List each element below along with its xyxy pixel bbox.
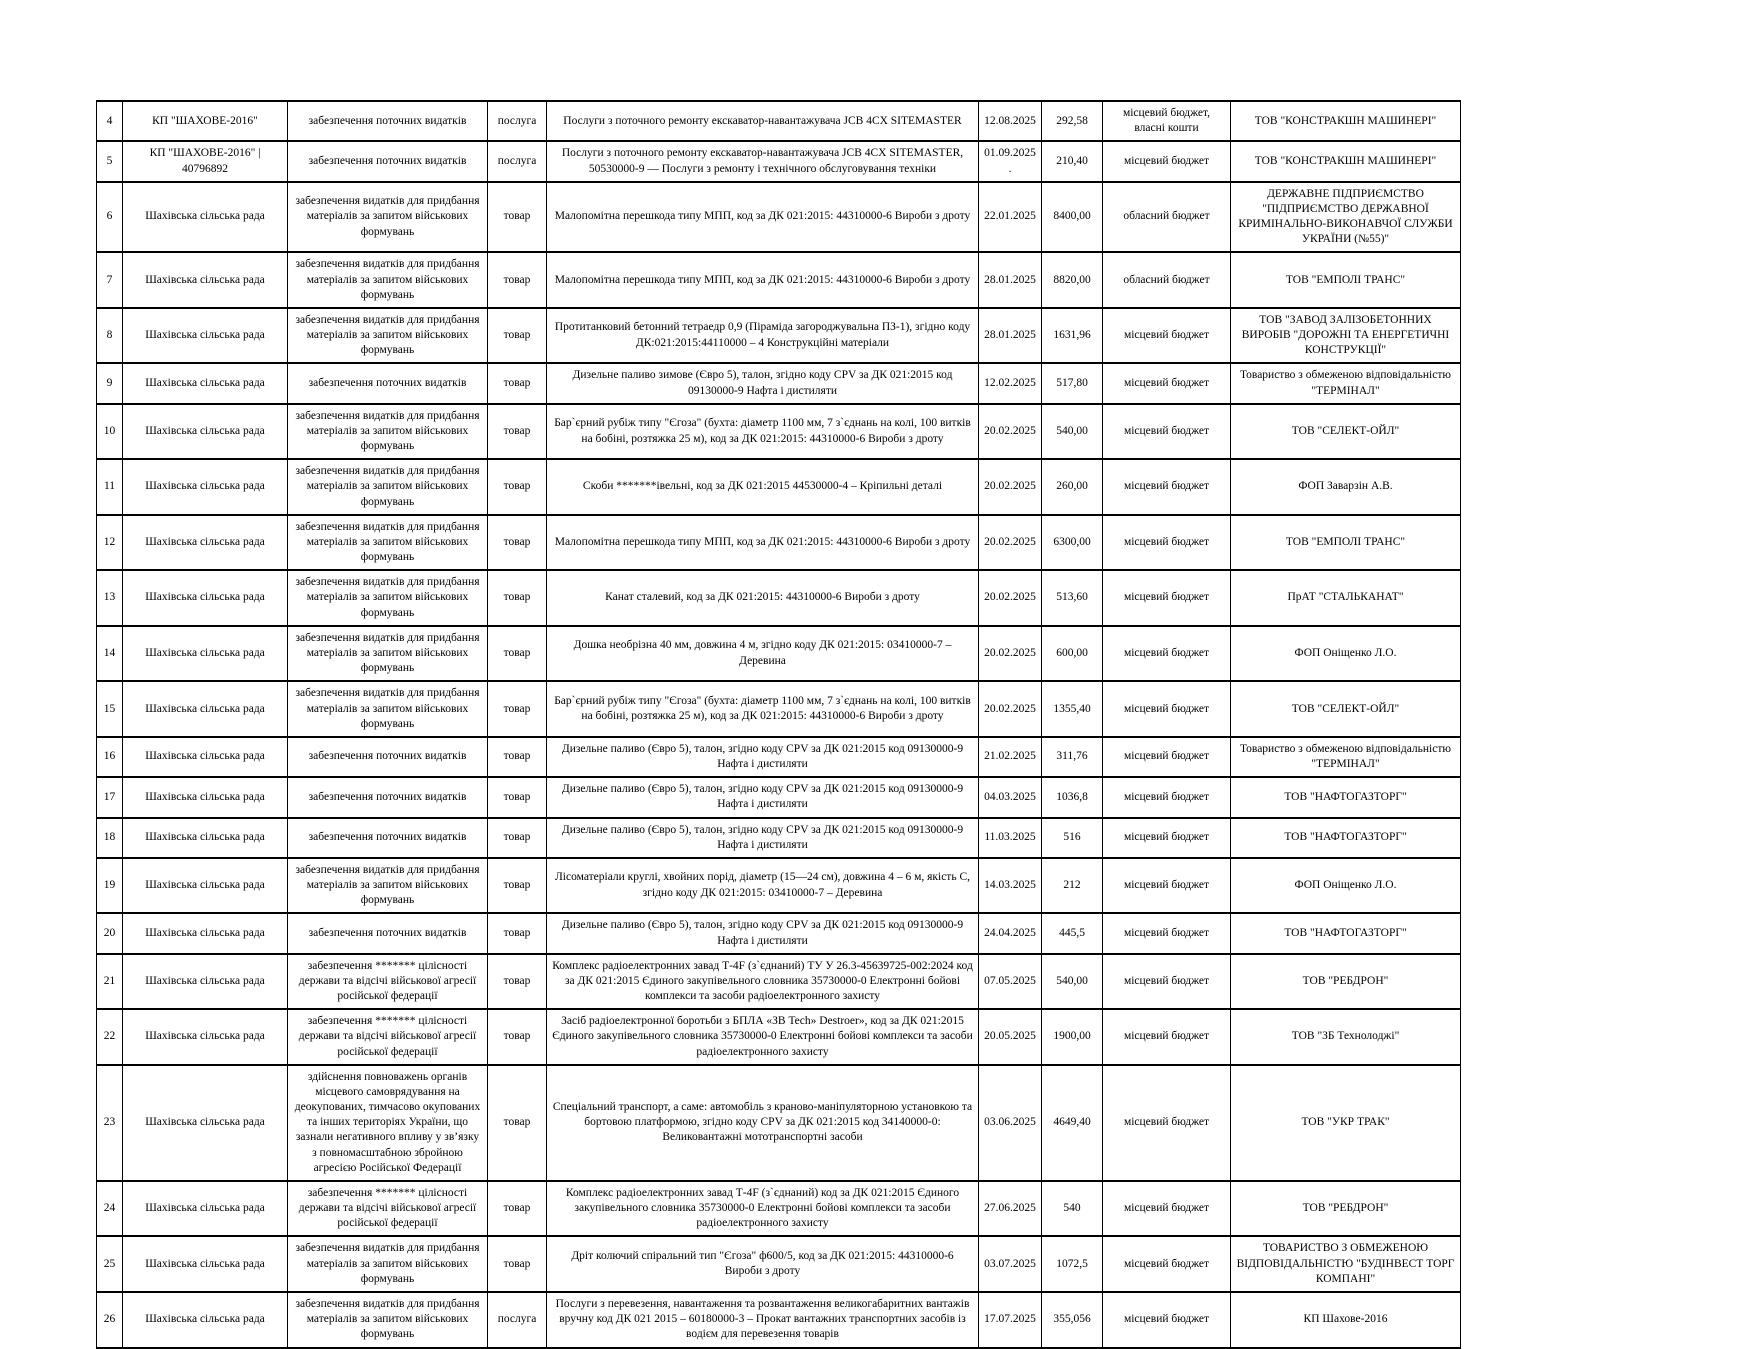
cell-num: 19 — [97, 858, 123, 914]
cell-amount: 445,5 — [1042, 913, 1103, 953]
cell-type: товар — [488, 954, 547, 1010]
cell-date: 03.06.2025 — [979, 1065, 1042, 1181]
cell-type: товар — [488, 913, 547, 953]
cell-type: товар — [488, 1065, 547, 1181]
cell-type: товар — [488, 308, 547, 364]
cell-supplier: ТОВ "СЕЛЕКТ-ОЙЛ" — [1231, 681, 1461, 737]
cell-budget: місцевий бюджет — [1103, 818, 1231, 858]
cell-supplier: ТОВ "КОНСТРАКШН МАШИНЕРІ" — [1231, 101, 1461, 141]
cell-purpose: забезпечення поточних видатків — [288, 363, 488, 403]
cell-date: 17.07.2025 — [979, 1292, 1042, 1348]
cell-name: Шахівська сільська рада — [123, 913, 288, 953]
cell-date: 20.02.2025 — [979, 570, 1042, 626]
cell-supplier: ТОВАРИСТВО З ОБМЕЖЕНОЮ ВІДПОВІДАЛЬНІСТЮ "БУДІНВЕСТ ТОРГ КОМПАНІ" — [1231, 1236, 1461, 1292]
cell-type: послуга — [488, 101, 547, 141]
table-row — [97, 252, 1461, 308]
cell-supplier: ТОВ "ЕМПОЛІ ТРАНС" — [1231, 252, 1461, 308]
table-row — [97, 459, 1461, 515]
cell-type: товар — [488, 1009, 547, 1065]
cell-amount: 210,40 — [1042, 141, 1103, 181]
cell-description: Послуги з поточного ремонту екскаватор-навантажувача JCB 4CX SITEMASTER, 50530000-9 — Послуги з ремонту і технічного обслуговування техніки — [547, 141, 979, 181]
cell-supplier: Товариство з обмеженою відповідальністю "ТЕРМІНАЛ" — [1231, 363, 1461, 403]
cell-type: товар — [488, 252, 547, 308]
cell-purpose: забезпечення видатків для придбання матеріалів за запитом військових формувань — [288, 459, 488, 515]
cell-purpose: забезпечення видатків для придбання матеріалів за запитом військових формувань — [288, 252, 488, 308]
cell-date: 20.02.2025 — [979, 459, 1042, 515]
cell-name: Шахівська сільська рада — [123, 459, 288, 515]
cell-type: послуга — [488, 141, 547, 181]
cell-description: Комплекс радіоелектронних завад Т-4F (з`єднаний) ТУ У 26.3-45639725-002:2024 код за ДК 021:2015 Єдиного закупівельного словника 35730000-0 Електронні бойові комплекси та засоби радіоелектронного захисту — [547, 954, 979, 1010]
cell-num: 16 — [97, 737, 123, 777]
cell-budget: обласний бюджет — [1103, 252, 1231, 308]
cell-description: Бар`єрний рубіж типу "Єгоза" (бухта: діаметр 1100 мм, 7 з`єднань на колі, 100 витків на бобіні, розтяжка 25 м), код за ДК 021:2015: 44310000-6 Вироби з дроту — [547, 681, 979, 737]
cell-description: Дизельне паливо (Євро 5), талон, згідно коду CPV за ДК 021:2015 код 09130000-9 Нафта і дистиляти — [547, 737, 979, 777]
cell-num: 7 — [97, 252, 123, 308]
cell-purpose: забезпечення ******* цілісності держави та відсічі військової агресії російської федерації — [288, 1009, 488, 1065]
cell-description: Малопомітна перешкода типу МПП, код за ДК 021:2015: 44310000-6 Вироби з дроту — [547, 515, 979, 571]
cell-supplier: ДЕРЖАВНЕ ПІДПРИЄМСТВО "ПІДПРИЄМСТВО ДЕРЖАВНОЇ КРИМІНАЛЬНО-ВИКОНАВЧОЇ СЛУЖБИ УКРАЇНИ (№55)" — [1231, 182, 1461, 253]
cell-num: 9 — [97, 363, 123, 403]
cell-num: 6 — [97, 182, 123, 253]
cell-budget: місцевий бюджет — [1103, 1236, 1231, 1292]
cell-supplier: ПрАТ "СТАЛЬКАНАТ" — [1231, 570, 1461, 626]
cell-purpose: забезпечення видатків для придбання матеріалів за запитом військових формувань — [288, 1236, 488, 1292]
cell-name: Шахівська сільська рада — [123, 308, 288, 364]
table-row — [97, 308, 1461, 364]
cell-budget: місцевий бюджет — [1103, 681, 1231, 737]
cell-supplier: ТОВ "ЕМПОЛІ ТРАНС" — [1231, 515, 1461, 571]
cell-type: товар — [488, 1181, 547, 1237]
cell-date: 12.02.2025 — [979, 363, 1042, 403]
table-row — [97, 515, 1461, 571]
cell-amount: 260,00 — [1042, 459, 1103, 515]
cell-name: КП "ШАХОВЕ-2016" | 40796892 — [123, 141, 288, 181]
cell-type: товар — [488, 858, 547, 914]
table-row — [97, 570, 1461, 626]
cell-budget: місцевий бюджет — [1103, 626, 1231, 682]
cell-name: Шахівська сільська рада — [123, 182, 288, 253]
cell-name: Шахівська сільська рада — [123, 1065, 288, 1181]
cell-amount: 1355,40 — [1042, 681, 1103, 737]
cell-num: 15 — [97, 681, 123, 737]
cell-date: 14.03.2025 — [979, 858, 1042, 914]
cell-name: Шахівська сільська рада — [123, 404, 288, 460]
cell-num: 24 — [97, 1181, 123, 1237]
cell-description: Протитанковий бетонний тетраедр 0,9 (Піраміда загороджувальна ПЗ-1), згідно коду ДК:021:2015:44110000 – 4 Конструкційні матеріали — [547, 308, 979, 364]
cell-amount: 540,00 — [1042, 404, 1103, 460]
cell-budget: місцевий бюджет — [1103, 954, 1231, 1010]
table-row — [97, 1236, 1461, 1292]
cell-purpose: забезпечення ******* цілісності держави та відсічі військової агресії російської федерації — [288, 1181, 488, 1237]
cell-name: Шахівська сільська рада — [123, 954, 288, 1010]
table-row — [97, 913, 1461, 953]
cell-description: Канат сталевий, код за ДК 021:2015: 44310000-6 Вироби з дроту — [547, 570, 979, 626]
cell-budget: місцевий бюджет — [1103, 913, 1231, 953]
table-row — [97, 101, 1461, 141]
cell-num: 21 — [97, 954, 123, 1010]
cell-num: 20 — [97, 913, 123, 953]
cell-budget: місцевий бюджет — [1103, 1181, 1231, 1237]
cell-amount: 6300,00 — [1042, 515, 1103, 571]
cell-supplier: ФОП Оніщенко Л.О. — [1231, 626, 1461, 682]
cell-description: Малопомітна перешкода типу МПП, код за ДК 021:2015: 44310000-6 Вироби з дроту — [547, 182, 979, 253]
cell-purpose: забезпечення поточних видатків — [288, 141, 488, 181]
cell-amount: 1072,5 — [1042, 1236, 1103, 1292]
cell-type: товар — [488, 777, 547, 817]
cell-name: Шахівська сільська рада — [123, 515, 288, 571]
cell-description: Дизельне паливо (Євро 5), талон, згідно коду CPV за ДК 021:2015 код 09130000-9 Нафта і дистиляти — [547, 913, 979, 953]
table-row — [97, 1181, 1461, 1237]
cell-date: 12.08.2025 — [979, 101, 1042, 141]
cell-num: 26 — [97, 1292, 123, 1348]
cell-purpose: забезпечення поточних видатків — [288, 913, 488, 953]
cell-description: Засіб радіоелектронної боротьби з БПЛА «ЗВ Tech» Destroer», код за ДК 021:2015 Єдиного закупівельного словника 35730000-0 Електронні бойові комплекси та засоби радіоелектронного захисту — [547, 1009, 979, 1065]
cell-num: 17 — [97, 777, 123, 817]
cell-description: Послуги з поточного ремонту екскаватор-навантажувача JCB 4CX SITEMASTER — [547, 101, 979, 141]
cell-description: Комплекс радіоелектронних завад Т-4F (з`єднаний) код за ДК 021:2015 Єдиного закупівельного словника 35730000-0 Електронні бойові комплекси та засоби радіоелектронного захисту — [547, 1181, 979, 1237]
cell-budget: місцевий бюджет — [1103, 737, 1231, 777]
cell-budget: місцевий бюджет, власні кошти — [1103, 101, 1231, 141]
cell-supplier: ТОВ "КОНСТРАКШН МАШИНЕРІ" — [1231, 141, 1461, 181]
cell-date: 20.02.2025 — [979, 515, 1042, 571]
cell-num: 8 — [97, 308, 123, 364]
cell-name: Шахівська сільська рада — [123, 252, 288, 308]
cell-purpose: забезпечення видатків для придбання матеріалів за запитом військових формувань — [288, 308, 488, 364]
cell-supplier: ТОВ "СЕЛЕКТ-ОЙЛ" — [1231, 404, 1461, 460]
cell-num: 18 — [97, 818, 123, 858]
cell-amount: 1631,96 — [1042, 308, 1103, 364]
cell-date: 20.05.2025 — [979, 1009, 1042, 1065]
cell-date: 11.03.2025 — [979, 818, 1042, 858]
cell-supplier: Товариство з обмеженою відповідальністю "ТЕРМІНАЛ" — [1231, 737, 1461, 777]
cell-budget: місцевий бюджет — [1103, 404, 1231, 460]
cell-date: 22.01.2025 — [979, 182, 1042, 253]
cell-purpose: забезпечення видатків для придбання матеріалів за запитом військових формувань — [288, 1292, 488, 1348]
cell-purpose: забезпечення видатків для придбання матеріалів за запитом військових формувань — [288, 681, 488, 737]
cell-supplier: ТОВ "УКР ТРАК" — [1231, 1065, 1461, 1181]
cell-date: 28.01.2025 — [979, 308, 1042, 364]
cell-num: 22 — [97, 1009, 123, 1065]
cell-amount: 540 — [1042, 1181, 1103, 1237]
cell-name: Шахівська сільська рада — [123, 570, 288, 626]
cell-date: 04.03.2025 — [979, 777, 1042, 817]
cell-amount: 517,80 — [1042, 363, 1103, 403]
cell-amount: 292,58 — [1042, 101, 1103, 141]
cell-date: 28.01.2025 — [979, 252, 1042, 308]
procurement-table-body — [97, 101, 1461, 1348]
cell-purpose: здійснення повноважень органів місцевого самоврядування на деокупованих, тимчасово окупованих та інших територіях України, що зазнали негативного впливу у зв’язку з повномасштабною збройною агресією Російської Федерації — [288, 1065, 488, 1181]
cell-purpose: забезпечення видатків для придбання матеріалів за запитом військових формувань — [288, 626, 488, 682]
cell-name: Шахівська сільська рада — [123, 858, 288, 914]
cell-amount: 540,00 — [1042, 954, 1103, 1010]
cell-budget: місцевий бюджет — [1103, 570, 1231, 626]
cell-amount: 311,76 — [1042, 737, 1103, 777]
cell-description: Дизельне паливо зимове (Євро 5), талон, згідно коду CPV за ДК 021:2015 код 09130000-9 Нафта і дистиляти — [547, 363, 979, 403]
cell-name: Шахівська сільська рада — [123, 681, 288, 737]
cell-type: товар — [488, 818, 547, 858]
cell-description: Дошка необрізна 40 мм, довжина 4 м, згідно коду ДК 021:2015: 03410000-7 – Деревина — [547, 626, 979, 682]
cell-num: 10 — [97, 404, 123, 460]
cell-description: Скоби *******івельні, код за ДК 021:2015 44530000-4 – Кріпильні деталі — [547, 459, 979, 515]
cell-description: Лісоматеріали круглі, хвойних порід, діаметр (15—24 см), довжина 4 – 6 м, якість С, згідно коду ДК 021:2015: 03410000-7 – Деревина — [547, 858, 979, 914]
cell-date: 24.04.2025 — [979, 913, 1042, 953]
cell-amount: 513,60 — [1042, 570, 1103, 626]
cell-description: Малопомітна перешкода типу МПП, код за ДК 021:2015: 44310000-6 Вироби з дроту — [547, 252, 979, 308]
cell-amount: 516 — [1042, 818, 1103, 858]
cell-date: 20.02.2025 — [979, 626, 1042, 682]
cell-name: Шахівська сільська рада — [123, 818, 288, 858]
cell-num: 14 — [97, 626, 123, 682]
cell-budget: місцевий бюджет — [1103, 363, 1231, 403]
cell-purpose: забезпечення видатків для придбання матеріалів за запитом військових формувань — [288, 515, 488, 571]
cell-description: Дріт колючий спіральний тип "Єгоза" ф600/5, код за ДК 021:2015: 44310000-6 Вироби з дроту — [547, 1236, 979, 1292]
cell-type: товар — [488, 404, 547, 460]
cell-num: 11 — [97, 459, 123, 515]
table-row — [97, 737, 1461, 777]
cell-purpose: забезпечення поточних видатків — [288, 818, 488, 858]
cell-amount: 600,00 — [1042, 626, 1103, 682]
cell-amount: 4649,40 — [1042, 1065, 1103, 1181]
cell-num: 23 — [97, 1065, 123, 1181]
cell-name: Шахівська сільська рада — [123, 363, 288, 403]
cell-supplier: ТОВ "ЗАВОД ЗАЛІЗОБЕТОННИХ ВИРОБІВ "ДОРОЖНІ ТА ЕНЕРГЕТИЧНІ КОНСТРУКЦІЇ" — [1231, 308, 1461, 364]
cell-amount: 355,056 — [1042, 1292, 1103, 1348]
cell-purpose: забезпечення поточних видатків — [288, 777, 488, 817]
cell-date: 03.07.2025 — [979, 1236, 1042, 1292]
cell-type: товар — [488, 459, 547, 515]
cell-type: товар — [488, 570, 547, 626]
table-row — [97, 141, 1461, 181]
cell-name: Шахівська сільська рада — [123, 1236, 288, 1292]
table-row — [97, 858, 1461, 914]
cell-budget: обласний бюджет — [1103, 182, 1231, 253]
cell-description: Дизельне паливо (Євро 5), талон, згідно коду CPV за ДК 021:2015 код 09130000-9 Нафта і дистиляти — [547, 818, 979, 858]
cell-type: товар — [488, 182, 547, 253]
cell-num: 25 — [97, 1236, 123, 1292]
procurement-table — [96, 100, 1461, 1349]
cell-purpose: забезпечення видатків для придбання матеріалів за запитом військових формувань — [288, 570, 488, 626]
cell-name: Шахівська сільська рада — [123, 1009, 288, 1065]
cell-amount: 1036,8 — [1042, 777, 1103, 817]
cell-date: 27.06.2025 — [979, 1181, 1042, 1237]
table-row — [97, 404, 1461, 460]
cell-type: товар — [488, 681, 547, 737]
cell-type: послуга — [488, 1292, 547, 1348]
table-row — [97, 1292, 1461, 1348]
cell-date: 01.09.2025. — [979, 141, 1042, 181]
cell-num: 5 — [97, 141, 123, 181]
table-row — [97, 1065, 1461, 1181]
cell-num: 4 — [97, 101, 123, 141]
cell-name: КП "ШАХОВЕ-2016" — [123, 101, 288, 141]
cell-supplier: КП Шахове-2016 — [1231, 1292, 1461, 1348]
cell-budget: місцевий бюджет — [1103, 515, 1231, 571]
cell-purpose: забезпечення видатків для придбання матеріалів за запитом військових формувань — [288, 182, 488, 253]
cell-supplier: ТОВ "НАФТОГАЗТОРГ" — [1231, 818, 1461, 858]
cell-date: 20.02.2025 — [979, 681, 1042, 737]
cell-budget: місцевий бюджет — [1103, 141, 1231, 181]
cell-supplier: ТОВ "ЗБ Технолоджі" — [1231, 1009, 1461, 1065]
cell-description: Бар`єрний рубіж типу "Єгоза" (бухта: діаметр 1100 мм, 7 з`єднань на колі, 100 витків на бобіні, розтяжка 25 м), код за ДК 021:2015: 44310000-6 Вироби з дроту — [547, 404, 979, 460]
cell-supplier: ФОП Оніщенко Л.О. — [1231, 858, 1461, 914]
cell-num: 13 — [97, 570, 123, 626]
cell-type: товар — [488, 363, 547, 403]
cell-type: товар — [488, 737, 547, 777]
cell-date: 21.02.2025 — [979, 737, 1042, 777]
cell-supplier: ТОВ "НАФТОГАЗТОРГ" — [1231, 913, 1461, 953]
table-row — [97, 777, 1461, 817]
cell-description: Послуги з перевезення, навантаження та розвантаження великогабаритних вантажів вручну код ДК 021 2015 – 60180000-3 – Прокат вантажних транспортних засобів із водієм для перевезення товарів — [547, 1292, 979, 1348]
cell-supplier: ТОВ "РЕБДРОН" — [1231, 954, 1461, 1010]
cell-amount: 8820,00 — [1042, 252, 1103, 308]
cell-budget: місцевий бюджет — [1103, 308, 1231, 364]
cell-num: 12 — [97, 515, 123, 571]
table-row — [97, 818, 1461, 858]
cell-name: Шахівська сільська рада — [123, 777, 288, 817]
cell-purpose: забезпечення поточних видатків — [288, 101, 488, 141]
cell-name: Шахівська сільська рада — [123, 737, 288, 777]
cell-supplier: ТОВ "НАФТОГАЗТОРГ" — [1231, 777, 1461, 817]
cell-amount: 8400,00 — [1042, 182, 1103, 253]
cell-budget: місцевий бюджет — [1103, 777, 1231, 817]
cell-budget: місцевий бюджет — [1103, 1292, 1231, 1348]
cell-date: 20.02.2025 — [979, 404, 1042, 460]
cell-supplier: ФОП Заварзін А.В. — [1231, 459, 1461, 515]
cell-date: 07.05.2025 — [979, 954, 1042, 1010]
cell-purpose: забезпечення поточних видатків — [288, 737, 488, 777]
table-row — [97, 1009, 1461, 1065]
cell-amount: 1900,00 — [1042, 1009, 1103, 1065]
cell-description: Спеціальний транспорт, а саме: автомобіль з краново-маніпуляторною установкою та бортовою платформою, згідно коду CPV за ДК 021:2015 код 34140000-0: Великовантажні мототранспортні засоби — [547, 1065, 979, 1181]
cell-purpose: забезпечення ******* цілісності держави та відсічі військової агресії російської федерації — [288, 954, 488, 1010]
cell-supplier: ТОВ "РЕБДРОН" — [1231, 1181, 1461, 1237]
cell-budget: місцевий бюджет — [1103, 858, 1231, 914]
table-row — [97, 954, 1461, 1010]
cell-name: Шахівська сільська рада — [123, 1292, 288, 1348]
table-row — [97, 626, 1461, 682]
cell-purpose: забезпечення видатків для придбання матеріалів за запитом військових формувань — [288, 858, 488, 914]
cell-amount: 212 — [1042, 858, 1103, 914]
table-row — [97, 363, 1461, 403]
cell-name: Шахівська сільська рада — [123, 1181, 288, 1237]
cell-type: товар — [488, 515, 547, 571]
cell-budget: місцевий бюджет — [1103, 459, 1231, 515]
table-row — [97, 681, 1461, 737]
cell-budget: місцевий бюджет — [1103, 1065, 1231, 1181]
cell-budget: місцевий бюджет — [1103, 1009, 1231, 1065]
cell-purpose: забезпечення видатків для придбання матеріалів за запитом військових формувань — [288, 404, 488, 460]
cell-name: Шахівська сільська рада — [123, 626, 288, 682]
cell-type: товар — [488, 1236, 547, 1292]
cell-description: Дизельне паливо (Євро 5), талон, згідно коду CPV за ДК 021:2015 код 09130000-9 Нафта і дистиляти — [547, 777, 979, 817]
cell-type: товар — [488, 626, 547, 682]
table-row — [97, 182, 1461, 253]
